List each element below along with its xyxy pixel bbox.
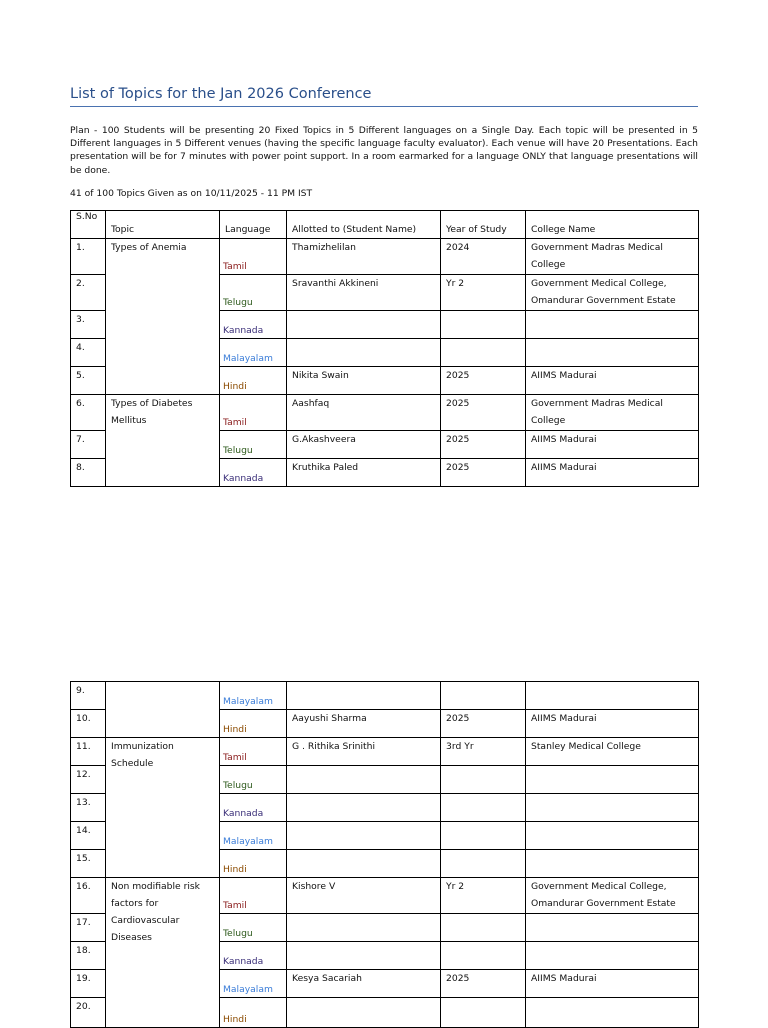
language-label: Malayalam <box>223 984 273 995</box>
row-college <box>526 850 699 878</box>
row-year: 2025 <box>441 459 526 487</box>
row-sno: 11. <box>71 738 106 766</box>
language-label: Malayalam <box>223 836 273 847</box>
row-student: G.Akashveera <box>287 431 441 459</box>
row-college: Government Madras Medical College <box>526 239 699 275</box>
row-college <box>526 311 699 339</box>
row-year <box>441 942 526 970</box>
row-sno: 15. <box>71 850 106 878</box>
row-college <box>526 766 699 794</box>
row-student <box>287 766 441 794</box>
row-language <box>220 395 287 431</box>
row-sno: 16. <box>71 878 106 914</box>
row-college: Government Madras Medical College <box>526 395 699 431</box>
row-sno: 2. <box>71 275 106 311</box>
row-topic: Immunization Schedule <box>106 738 220 878</box>
row-student <box>287 682 441 710</box>
header-sno: S.No <box>71 211 106 239</box>
header-language: Language <box>220 211 287 239</box>
table-row <box>71 682 699 710</box>
row-topic: Types of Anemia <box>106 239 220 395</box>
row-language <box>220 710 287 738</box>
row-sno: 10. <box>71 710 106 738</box>
row-student: Kruthika Paled <box>287 459 441 487</box>
row-college: Government Medical College, Omandurar Government Estate <box>526 878 699 914</box>
row-student: Nikita Swain <box>287 367 441 395</box>
row-student <box>287 794 441 822</box>
language-label: Tamil <box>223 261 247 272</box>
row-sno: 12. <box>71 766 106 794</box>
language-label: Malayalam <box>223 696 273 707</box>
row-student <box>287 914 441 942</box>
row-student: Kesya Sacariah <box>287 970 441 998</box>
row-student <box>287 998 441 1028</box>
table-row <box>71 395 699 431</box>
row-year <box>441 311 526 339</box>
row-topic: Types of Diabetes Mellitus <box>106 395 220 487</box>
language-label: Tamil <box>223 417 247 428</box>
row-language <box>220 766 287 794</box>
row-college: AIIMS Madurai <box>526 970 699 998</box>
row-year <box>441 794 526 822</box>
row-language <box>220 998 287 1028</box>
topics-given-status: 41 of 100 Topics Given as on 10/11/2025 - 11 PM IST <box>70 188 313 199</box>
language-label: Hindi <box>223 381 247 392</box>
row-sno: 14. <box>71 822 106 850</box>
row-college <box>526 998 699 1028</box>
row-sno: 4. <box>71 339 106 367</box>
language-label: Kannada <box>223 473 264 484</box>
row-college: AIIMS Madurai <box>526 431 699 459</box>
row-sno: 19. <box>71 970 106 998</box>
row-topic: Non modifiable risk factors for Cardiovascular Diseases <box>106 878 220 1028</box>
row-sno: 8. <box>71 459 106 487</box>
topics-table-page-2 <box>70 681 699 1028</box>
row-sno: 6. <box>71 395 106 431</box>
row-college: Government Medical College, Omandurar Government Estate <box>526 275 699 311</box>
row-language <box>220 794 287 822</box>
row-sno: 17. <box>71 914 106 942</box>
header-college: College Name <box>526 211 699 239</box>
row-year: 2024 <box>441 239 526 275</box>
row-college: AIIMS Madurai <box>526 459 699 487</box>
row-sno: 3. <box>71 311 106 339</box>
row-year: Yr 2 <box>441 878 526 914</box>
row-language <box>220 878 287 914</box>
language-label: Hindi <box>223 864 247 875</box>
row-language <box>220 367 287 395</box>
language-label: Kannada <box>223 956 264 967</box>
row-college: Stanley Medical College <box>526 738 699 766</box>
row-year <box>441 850 526 878</box>
row-language <box>220 850 287 878</box>
page-title: List of Topics for the Jan 2026 Conference <box>70 86 698 107</box>
row-language <box>220 275 287 311</box>
topics-table-page-1 <box>70 210 699 487</box>
row-sno: 20. <box>71 998 106 1028</box>
row-student: G . Rithika Srinithi <box>287 738 441 766</box>
row-year: 2025 <box>441 367 526 395</box>
row-year <box>441 766 526 794</box>
table-header-row <box>71 211 699 239</box>
row-language <box>220 431 287 459</box>
row-language <box>220 970 287 998</box>
row-language <box>220 339 287 367</box>
row-college <box>526 794 699 822</box>
language-label: Hindi <box>223 1014 247 1025</box>
row-sno: 7. <box>71 431 106 459</box>
row-year: 2025 <box>441 431 526 459</box>
row-year <box>441 998 526 1028</box>
table-row <box>71 878 699 914</box>
table-row <box>71 738 699 766</box>
row-year <box>441 682 526 710</box>
header-allotted: Allotted to (Student Name) <box>287 211 441 239</box>
row-year: 3rd Yr <box>441 738 526 766</box>
language-label: Telugu <box>223 928 253 939</box>
row-student <box>287 311 441 339</box>
row-language <box>220 311 287 339</box>
row-college <box>526 942 699 970</box>
row-student: Aashfaq <box>287 395 441 431</box>
row-sno: 9. <box>71 682 106 710</box>
row-college <box>526 914 699 942</box>
row-language <box>220 239 287 275</box>
row-student: Sravanthi Akkineni <box>287 275 441 311</box>
row-student: Thamizhelilan <box>287 239 441 275</box>
row-language <box>220 822 287 850</box>
row-college: AIIMS Madurai <box>526 367 699 395</box>
row-college: AIIMS Madurai <box>526 710 699 738</box>
row-language <box>220 914 287 942</box>
row-topic <box>106 682 220 738</box>
row-college <box>526 682 699 710</box>
row-sno: 13. <box>71 794 106 822</box>
header-year: Year of Study <box>441 211 526 239</box>
row-student <box>287 822 441 850</box>
plan-paragraph: Plan - 100 Students will be presenting 20 Fixed Topics in 5 Different languages on a Single Day. Each topic will be presented in 5 Different languages in 5 Different venues (having the specific language faculty evaluator). Each venue will have 20 Presentations. Each presentation will be for 7 minutes with power point support. In a room earmarked for a language ONLY that language presentations will be done. <box>70 125 698 176</box>
row-year <box>441 339 526 367</box>
row-language <box>220 738 287 766</box>
row-language <box>220 942 287 970</box>
language-label: Kannada <box>223 808 264 819</box>
row-sno: 5. <box>71 367 106 395</box>
row-language <box>220 459 287 487</box>
row-year <box>441 914 526 942</box>
row-language <box>220 682 287 710</box>
row-year <box>441 822 526 850</box>
row-student: Aayushi Sharma <box>287 710 441 738</box>
language-label: Tamil <box>223 900 247 911</box>
row-college <box>526 339 699 367</box>
row-year: 2025 <box>441 395 526 431</box>
row-year: Yr 2 <box>441 275 526 311</box>
header-topic: Topic <box>106 211 220 239</box>
row-student <box>287 942 441 970</box>
row-student <box>287 339 441 367</box>
language-label: Telugu <box>223 445 253 456</box>
row-year: 2025 <box>441 710 526 738</box>
language-label: Hindi <box>223 724 247 735</box>
table-row <box>71 239 699 275</box>
language-label: Telugu <box>223 297 253 308</box>
row-student <box>287 850 441 878</box>
language-label: Telugu <box>223 780 253 791</box>
row-year: 2025 <box>441 970 526 998</box>
language-label: Kannada <box>223 325 264 336</box>
language-label: Tamil <box>223 752 247 763</box>
language-label: Malayalam <box>223 353 273 364</box>
row-sno: 18. <box>71 942 106 970</box>
row-college <box>526 822 699 850</box>
row-sno: 1. <box>71 239 106 275</box>
row-student: Kishore V <box>287 878 441 914</box>
